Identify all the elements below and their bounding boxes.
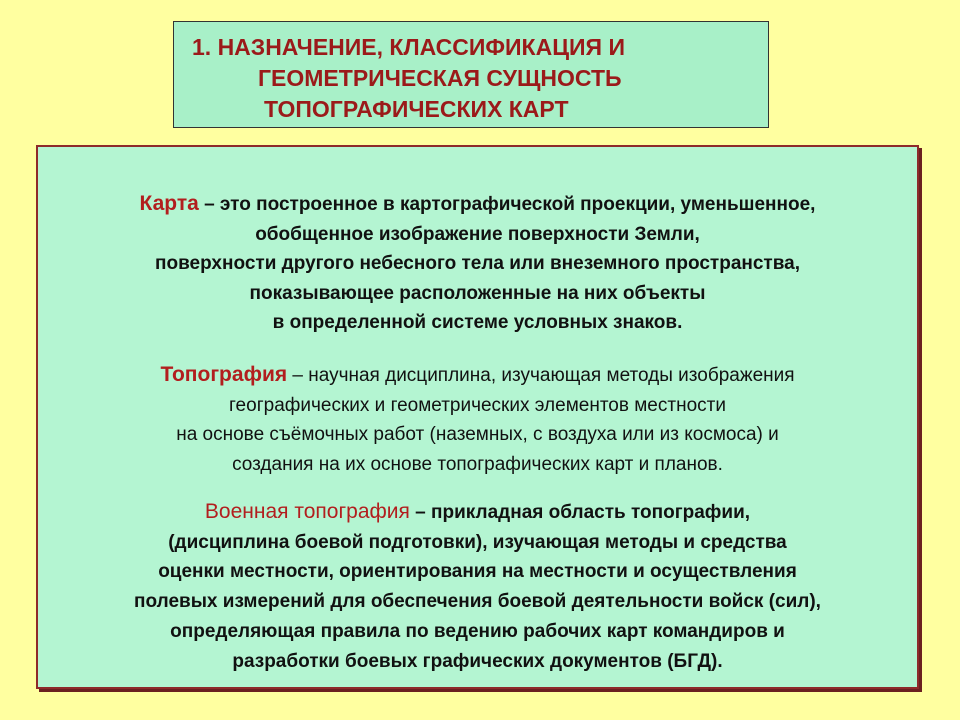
title-line-2: ГЕОМЕТРИЧЕСКАЯ СУЩНОСТЬ [258, 65, 622, 91]
definition-line: создания на их основе топографических карт и планов. [232, 453, 723, 475]
definition-text: – прикладная область топографии, [409, 502, 751, 523]
definition-military-topography [38, 497, 917, 676]
definition-line: разработки боевых графических документов (БГД). [232, 650, 723, 672]
term-topography: Топография [160, 363, 288, 386]
definition-text: – научная дисциплина, изучающая методы изображения [287, 365, 795, 386]
definition-line: (дисциплина боевой подготовки), изучающая методы и средства [168, 531, 787, 553]
definition-line [38, 360, 917, 391]
title-box [173, 21, 769, 128]
definition-line: в определенной системе условных знаков. [272, 312, 683, 333]
definition-line: полевых измерений для обеспечения боевой деятельности войск (сил), [134, 591, 821, 613]
title-line-1: 1. НАЗНАЧЕНИЕ, КЛАССИФИКАЦИЯ И [192, 34, 625, 60]
definition-line: показывающее расположенные на них объекты [249, 282, 706, 304]
definition-topography [38, 360, 917, 479]
term-military-topography: Военная топография [204, 500, 410, 523]
definitions-box [36, 145, 919, 689]
definition-line: определяющая правила по ведению рабочих карт командиров и [170, 620, 785, 642]
term-map: Карта [139, 192, 199, 215]
definition-line: оценки местности, ориентирования на местности и осуществления [158, 561, 797, 583]
definition-line: поверхности другого небесного тела или внеземного пространства, [154, 253, 801, 274]
definition-line: географических и геометрических элементов местности [229, 394, 726, 416]
definition-line: на основе съёмочных работ (наземных, с воздуха или из космоса) и [176, 424, 779, 445]
definition-text: – это построенное в картографической проекции, уменьшенное, [198, 194, 816, 215]
definition-map [38, 189, 917, 338]
definition-line [38, 189, 917, 220]
definition-line: обобщенное изображение поверхности Земли, [255, 223, 700, 245]
definition-line [38, 497, 917, 528]
title-line-3: ТОПОГРАФИЧЕСКИХ КАРТ [264, 96, 569, 122]
